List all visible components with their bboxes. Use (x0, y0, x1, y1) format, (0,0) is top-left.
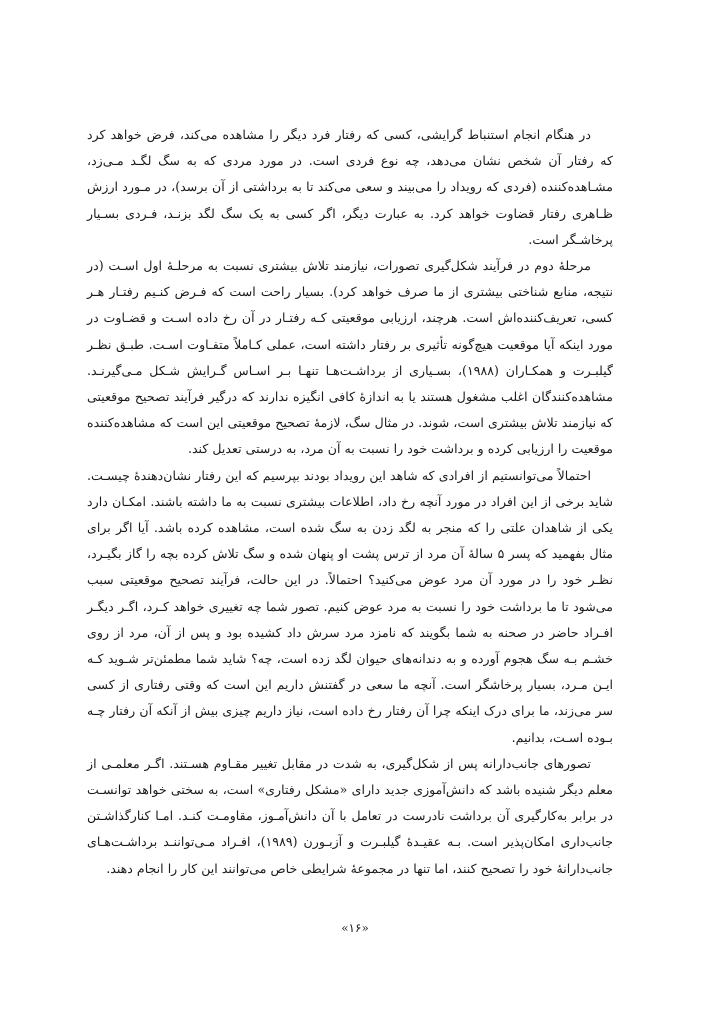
page-number: «۱۶» (341, 921, 369, 935)
paragraph-witnesses: احتمالاً می‌توانستیم از افرادی که شاهد این رویداد بودند بپرسیم که این رفتار نشان‌دهندهٔ چیسـت. شاید برخی از این افراد در مورد آنچه رخ داد، اطلاعات بیشتری نسبت به ما داشته باشند. امکـان دارد یکی از شاهدان علتی را که منجر به لگد زدن به سگ شده است، مشاهده کرده باشد. آیا اگر برای مثال بفهمید که پسر ۵ سالهٔ آن مرد از ترس پشت او پنهان شده و سگ تلاش کرده بچه را گاز بگیـرد، نظـر خود را در مورد آن مرد عوض می‌کنید؟ احتمالاً. در این حالت، فرآیند تصحیح موقعیتی سبب می‌شود تا ما برداشت خود را نسبت به مرد عوض کنیم. تصور شما چه تغییری خواهد کـرد، اگـر دیگـر افـراد حاضر در صحنه به شما بگویند که نامزد مرد سرش داد کشیده بود و پس از آن، مرد از روی خشـم بـه سگ هجوم آورده و به دندانه‌های حیوان لگد زده است، چه؟ شاید شما مطمئن‌تر شـوید کـه ایـن مـرد، بسیار پرخاشگر است. آنچه ما سعی در گفتنش داریم این است که وقتی رفتاری از کسی سر می‌زند، ما برای درک اینکه چرا آن رفتار رخ داده است، نیاز داریم چیزی بیش از آنکه آن رفتار چـه بـوده اسـت، بدانیم. (87, 467, 613, 745)
body-text (87, 122, 613, 882)
paragraph-dispositional-inference: در هنگام انجام استنباط گرایشی، کسی که رفتار فرد دیگر را مشاهده می‌کند، فرض خواهد کرد که رفتار آن شخص نشان می‌دهد، چه نوع فردی است. در مورد مردی که به سگ لگـد مـی‌زد، مشـاهده‌کننده (فردی که رویداد را می‌بیند و سعی می‌کند تا به برداشتی از آن برسد)، در مـورد ارزش ظـاهری رفتار قضاوت خواهد کرد. به عبارت دیگر، اگر کسی به یک سگ لگد بزنـد، فـردی بسـیار پرخاشـگر است. (87, 127, 613, 247)
paragraph-biased-impressions: تصورهای جانب‌دارانه پس از شکل‌گیری، به شدت در مقابل تغییر مقـاوم هسـتند. اگـر معلمـی از معلم دیگر شنیده باشد که دانش‌آموزی جدید دارای «مشکل رفتاری» است، به سختی خواهد توانسـت در برابر به‌کارگیری آن برداشت نادرست در تعامل با آن دانش‌آمـوز، مقاومـت کنـد. امـا کنارگذاشـتن جانب‌داری امکان‌پذیر است. بـه عقیـدهٔ گیلبـرت و آزبـورن (۱۹۸۹)، افـراد مـی‌تواننـد برداشـت‌هـای جانب‌دارانهٔ خود را تصحیح کنند، اما تنها در مجموعهٔ شرایطی خاص می‌توانند این کار را انجام دهند. (87, 755, 613, 876)
paragraph-second-stage: مرحلهٔ دوم در فرآیند شکل‌گیری تصورات، نیازمند تلاش بیشتری نسبت به مرحلـهٔ اول اسـت (در نتیجه، منابع شناختی بیشتری از ما صرف خواهد کرد). بسیار راحت است که فـرض کنـیم رفتـار هـر کسی، تعریف‌کننده‌اش است. هرچند، ارزیابی موقعیتی کـه رفتـار در آن رخ داده اسـت و قضـاوت در مورد اینکه آیا موقعیت هیچ‌گونه تأثیری بر رفتار داشته است، عملی کـاملاً متفـاوت اسـت. طبـق نظـر گیلبـرت و همکـاران (۱۹۸۸)، بسـیاری از برداشـت‌هـا تنهـا بـر اسـاس گـرایش شـکل مـی‌گیرنـد. مشاهده‌کنندگان اغلب مشغول هستند یا به اندازهٔ کافی انگیزه ندارند که درگیر فرآیند تصحیح موقعیتی که نیازمند تلاش بیشتری است، شوند. در مثال سگ، لازمهٔ تصحیح موقعیتی این است که مشاهده‌کننده موقعیت را ارزیابی کرده و برداشت خود را نسبت به آن مرد، به درستی تعدیل کند. (87, 258, 614, 457)
